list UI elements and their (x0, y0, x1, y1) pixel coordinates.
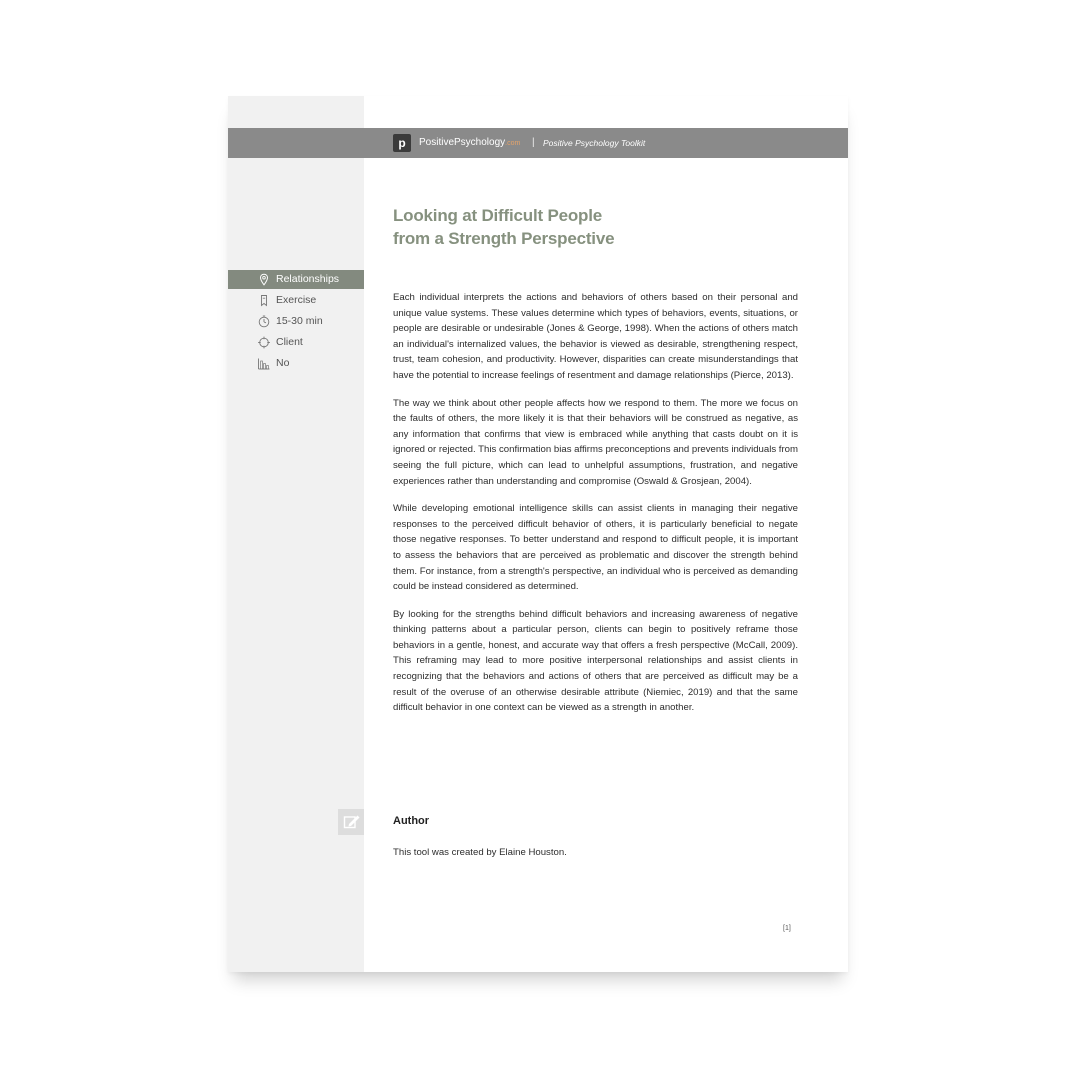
paragraph: By looking for the strengths behind difficult behaviors and increasing awareness of negative thinking patterns about a particular person, clients can begin to positively reframe those behaviors in a gentle, honest, and accurate way that offers a fresh perspective (McCall, 2009). This reframing may lead to more positive interpersonal relationships and assist clients in recognizing that the behaviors and actions of others that are perceived as difficult may be a result of the overuse of an otherwise desirable attribute (Niemiec, 2019) and that the same difficult behavior in one context can be viewed as a strength in another. (393, 608, 798, 714)
brand-name (419, 128, 520, 158)
sidebar-item-duration (228, 312, 364, 331)
page-title-line-2: from a Strength Perspective (393, 229, 615, 248)
brand-logo-icon (393, 134, 411, 152)
paragraph: While developing emotional intelligence skills can assist clients in managing their negative responses to the perceived difficult behavior of others, it is particularly beneficial to negate those negative responses. To better understand and respond to difficult people, it is important to assess the behaviors that are perceived as problematic and discover the strength behind them. For instance, from a strength's perspective, an individual who is perceived as demanding could be instead considered as determined. (393, 503, 798, 593)
sidebar (228, 96, 364, 972)
sidebar-item-relationships (228, 270, 364, 289)
logo-letter: p (398, 136, 406, 150)
author-heading: Author (393, 815, 430, 827)
paragraph: Each individual interprets the actions and behaviors of others based on their personal and unique value systems. These values determine which types of behaviors, events, situations, or people are desirable or undesirable (Jones & George, 1998). When the actions of others match an individual's internalized values, the behavior is viewed as desirable, strengthening respect, trust, team cohesion, and productivity. However, disparities can create misunderstandings that have the potential to increase feelings of resentment and damage relationships (Pierce, 2013). (393, 292, 798, 381)
location-pin-icon (257, 273, 271, 286)
edit-icon (338, 809, 364, 835)
target-icon (257, 336, 271, 349)
header-banner (228, 128, 848, 158)
sidebar-item-no (228, 354, 364, 373)
sidebar-item-client (228, 333, 364, 352)
bar-chart-icon (257, 357, 271, 370)
bookmark-icon (257, 294, 271, 307)
author-credit: This tool was created by Elaine Houston. (393, 847, 567, 858)
sidebar-item-exercise (228, 291, 364, 310)
document-page (228, 96, 848, 972)
page-title (393, 204, 813, 250)
sidebar-item-label: Relationships (276, 273, 340, 285)
page-title-line-1: Looking at Difficult People (393, 206, 602, 225)
toolkit-label: Positive Psychology Toolkit (543, 138, 646, 148)
author-edit-icon (338, 809, 364, 835)
sidebar-item-label: Client (276, 336, 303, 348)
header-separator: | (532, 137, 535, 148)
paragraph: The way we think about other people affects how we respond to them. The more we focus on the faults of others, the more likely it is that their behaviors will be construed as negative, as any information that confirms that view is embraced while anything that casts doubt on it is ignored or rejected. This confirmation bias affirms preconceptions and prevents individuals from seeing the full picture, which can lead to unhelpful assumptions, frustration, and negative experiences rather than understanding and compromise (Oswald & Grosjean, 2004). (393, 397, 798, 487)
timer-icon (257, 315, 271, 328)
brand-domain: .com (505, 140, 521, 147)
sidebar-item-label: No (276, 357, 290, 369)
brand-name-text: PositivePsychology (419, 137, 506, 148)
body-text (393, 290, 798, 728)
sidebar-item-label: Exercise (276, 294, 317, 306)
sidebar-item-label: 15-30 min (276, 315, 323, 327)
page-number: [1] (783, 925, 791, 932)
